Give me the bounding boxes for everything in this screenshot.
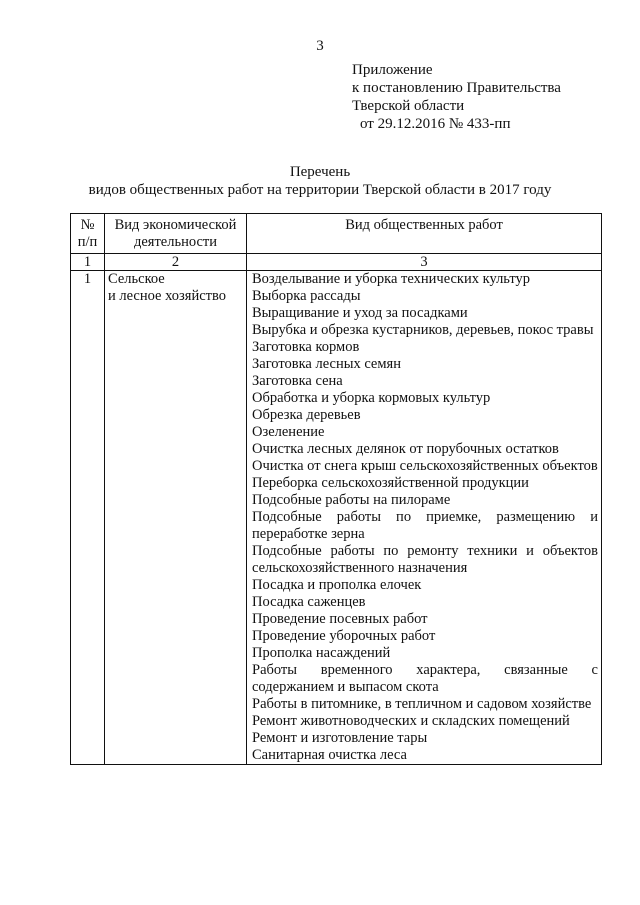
work-item: Обработка и уборка кормовых культур (252, 390, 491, 406)
work-item: Переборка сельскохозяйственной продукции (252, 475, 529, 491)
header-work-line: Вид общественных работ (345, 217, 503, 233)
work-item: Вырубка и обрезка кустарников, деревьев, покос травы (252, 322, 594, 338)
column-index-row (71, 254, 602, 271)
work-item: Очистка от снега крыш сельскохозяйственных объектов (252, 458, 598, 474)
work-item: Выборка рассады (252, 288, 361, 304)
column-index-3: 3 (247, 254, 602, 271)
appendix-resolution: к постановлению Правительства (352, 80, 561, 96)
work-item: Санитарная очистка леса (252, 747, 407, 763)
title-line-2: видов общественных работ на территории Тверской области в 2017 году (88, 182, 552, 198)
work-item: Возделывание и уборка технических культур (252, 271, 531, 287)
work-item: Заготовка кормов (252, 339, 360, 355)
work-item: Заготовка лесных семян (252, 356, 401, 372)
work-item: Ремонт животноводческих и складских помещений (252, 713, 570, 729)
work-item: Посадка и прополка елочек (252, 577, 422, 593)
table-row (71, 271, 602, 765)
work-item: Обрезка деревьев (252, 407, 361, 423)
table-header-row (71, 214, 602, 254)
work-item: Посадка саженцев (252, 594, 366, 610)
work-item: Озеленение (252, 424, 325, 440)
column-index-2: 2 (105, 254, 247, 271)
econ-activity-line1: Сельское (108, 271, 165, 287)
row-number: 1 (71, 271, 105, 765)
public-works-table (70, 213, 602, 765)
work-item: Прополка насаждений (252, 645, 391, 661)
header-work-type (247, 214, 602, 254)
work-item: Работы временного характера, связанные с содержанием и выпасом скота (252, 662, 598, 695)
work-item: Заготовка сена (252, 373, 343, 389)
document-title (0, 163, 640, 199)
econ-activity-line2: и лесное хозяйство (108, 288, 226, 304)
header-economic-activity (105, 214, 247, 254)
work-item: Проведение посевных работ (252, 611, 428, 627)
work-item: Подсобные работы по приемке, размещению и переработке зерна (252, 509, 598, 542)
work-item: Выращивание и уход за посадками (252, 305, 468, 321)
header-econ-line2: деятельности (133, 234, 217, 250)
column-index-1: 1 (71, 254, 105, 271)
header-number-line1: № (80, 217, 95, 233)
work-item: Очистка лесных делянок от порубочных остатков (252, 441, 559, 457)
work-item: Ремонт и изготовление тары (252, 730, 428, 746)
work-item: Работы в питомнике, в тепличном и садовом хозяйстве (252, 696, 592, 712)
work-item: Подсобные работы по ремонту техники и объектов сельскохозяйственного назначения (252, 543, 598, 576)
work-item: Подсобные работы на пилораме (252, 492, 451, 508)
work-item: Проведение уборочных работ (252, 628, 436, 644)
header-econ-line1: Вид экономической (114, 217, 237, 233)
header-number (71, 214, 105, 254)
header-number-line2: п/п (77, 234, 98, 250)
row-work-list (247, 271, 602, 765)
appendix-header (352, 61, 561, 133)
row-economic-activity (105, 271, 247, 765)
appendix-region: Тверской области (352, 98, 465, 114)
page-number: 3 (316, 38, 324, 54)
title-line-1: Перечень (289, 164, 351, 180)
appendix-date: от 29.12.2016 № 433-пп (360, 116, 511, 132)
appendix-title: Приложение (352, 62, 433, 78)
